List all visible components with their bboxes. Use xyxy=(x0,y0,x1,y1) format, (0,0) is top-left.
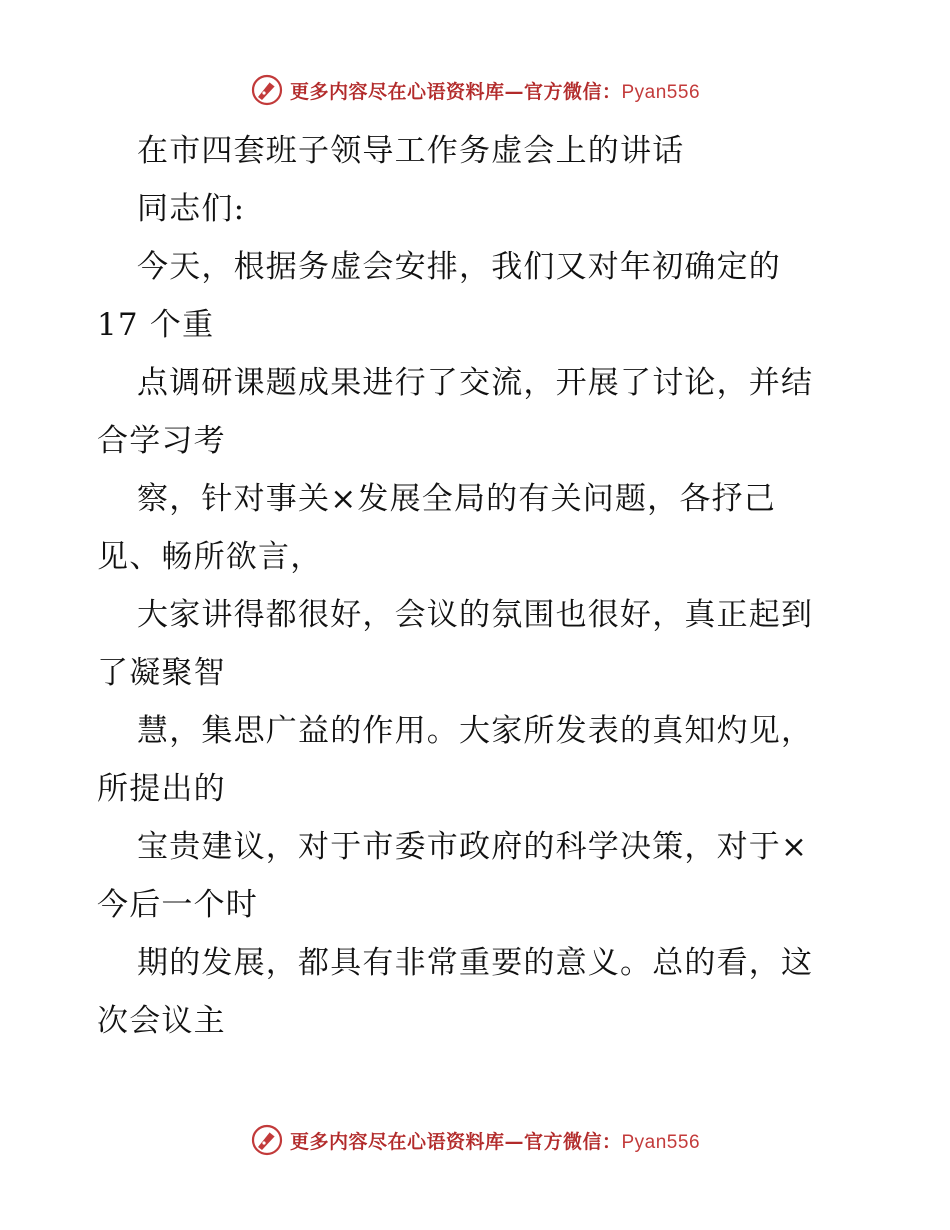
paragraph-line: 慧，集思广益的作用。大家所发表的真知灼见， xyxy=(137,713,814,749)
pen-nib-logo-icon xyxy=(250,1123,284,1157)
pen-nib-logo-icon xyxy=(250,73,284,107)
paragraph-line: 今天，根据务虚会安排，我们又对年初确定的 xyxy=(137,249,781,285)
header-banner xyxy=(0,70,950,110)
paragraph-line: 17 个重 xyxy=(97,307,215,343)
document-title: 在市四套班子领导工作务虚会上的讲话 xyxy=(137,133,685,169)
paragraph-line: 今后一个时 xyxy=(97,887,258,923)
document-body xyxy=(97,122,857,1050)
footer-banner-text: 更多内容尽在心语资料库—官方微信：Pyan556 xyxy=(289,1130,701,1153)
footer-banner xyxy=(0,1120,950,1160)
salutation: 同志们: xyxy=(137,191,246,227)
paragraph-line: 期的发展，都具有非常重要的意义。总的看，这 xyxy=(137,945,814,981)
paragraph-line: 点调研课题成果进行了交流，开展了讨论，并结 xyxy=(137,365,814,401)
paragraph-line: 次会议主 xyxy=(97,1003,226,1039)
paragraph-line: 见、畅所欲言， xyxy=(97,539,323,575)
paragraph-line: 察，针对事关×发展全局的有关问题，各抒己 xyxy=(137,481,776,517)
paragraph-line: 所提出的 xyxy=(97,771,226,807)
header-banner-text: 更多内容尽在心语资料库—官方微信：Pyan556 xyxy=(289,80,701,103)
paragraph-line: 大家讲得都很好，会议的氛围也很好，真正起到 xyxy=(137,597,814,633)
paragraph-line: 宝贵建议，对于市委市政府的科学决策，对于× xyxy=(137,829,809,865)
paragraph-line: 了凝聚智 xyxy=(97,655,226,691)
paragraph-line: 合学习考 xyxy=(97,423,226,459)
